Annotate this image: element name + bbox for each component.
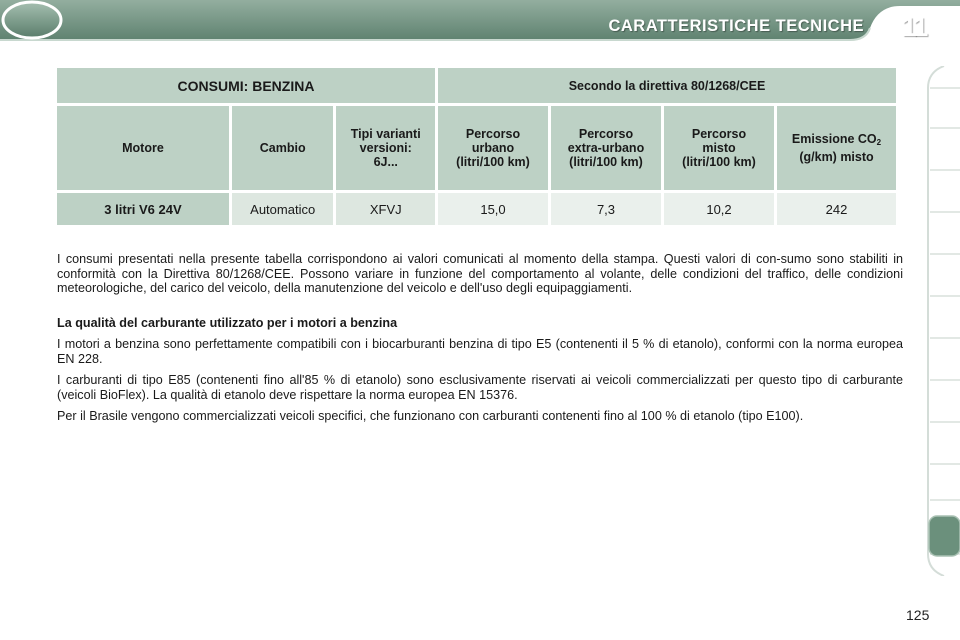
column-header-co2	[777, 106, 896, 190]
column-header-text: (litri/100 km)	[456, 155, 530, 169]
column-header-text: extra-urbano	[567, 141, 645, 155]
column-header-text: Percorso	[465, 127, 521, 141]
table-title-right: Secondo la direttiva 80/1268/CEE	[438, 68, 896, 103]
column-header-text: misto	[702, 141, 736, 155]
consumption-table	[54, 65, 899, 228]
column-header-text: Tipi varianti	[350, 127, 421, 141]
co2-subscript: 2	[876, 138, 882, 147]
column-header-text: 6J...	[373, 155, 398, 169]
column-header-extra-urbano	[551, 106, 661, 190]
cell-urbano: 15,0	[438, 193, 548, 225]
cell-cambio: Automatico	[232, 193, 334, 225]
column-header-misto	[664, 106, 774, 190]
cell-versione: XFVJ	[336, 193, 435, 225]
column-header-versioni	[336, 106, 435, 190]
chapter-badge-icon	[0, 0, 64, 40]
body-text	[57, 252, 903, 431]
column-header-motore	[57, 106, 229, 190]
paragraph: I motori a benzina sono perfettamente compatibili con i biocarburanti benzina di tipo E5 (contenenti il 5 % di etanolo), conformi con la norma europea EN 228.	[57, 337, 903, 366]
column-header-text: Percorso	[578, 127, 634, 141]
co2-header-unit: (g/km) misto	[799, 150, 874, 164]
active-tab[interactable]	[929, 516, 960, 556]
column-header-text: (litri/100 km)	[569, 155, 643, 169]
cell-motore: 3 litri V6 24V	[57, 193, 229, 225]
column-header-text: Percorso	[691, 127, 747, 141]
tab-strip-shape	[926, 66, 960, 576]
table-title-row	[57, 68, 896, 103]
column-header-text: (litri/100 km)	[682, 155, 756, 169]
chapter-tab-strip	[926, 66, 960, 576]
header-band	[0, 0, 960, 48]
column-header-urbano	[438, 106, 548, 190]
co2-header-text: Emissione CO	[791, 132, 877, 146]
section-heading: La qualità del carburante utilizzato per i motori a benzina	[57, 315, 398, 330]
paragraph: I carburanti di tipo E85 (contenenti fino all'85 % di etanolo) sono esclusivamente riservati ai veicoli commercializzati per questo tipo di carburante (veicoli BioFlex). La qualità di etanolo deve rispettare la norma europea EN 15376.	[57, 373, 903, 402]
table-row	[57, 193, 896, 225]
intro-paragraph: I consumi presentati nella presente tabella corrispondono ai valori comunicati al momento della stampa. Questi valori di con-sumo sono stabiliti in conformità con la Direttiva 80/1268/CEE. Possono variare in funzione del comportamento al volante, delle condizioni del traffico, delle condizioni meteorologiche, del carico del veicolo, della manutenzione del veicolo e dell'uso degli equipaggiamenti.	[57, 252, 903, 295]
chapter-number: 11	[901, 12, 927, 42]
cell-co2: 242	[777, 193, 896, 225]
column-header-text: Cambio	[259, 141, 306, 155]
cell-extra-urbano: 7,3	[551, 193, 661, 225]
column-header-cambio	[232, 106, 334, 190]
table-title-left: CONSUMI: BENZINA	[57, 68, 435, 103]
column-header-text: Motore	[122, 141, 164, 155]
column-header-text: urbano	[471, 141, 515, 155]
table-header-row	[57, 106, 896, 190]
column-header-text: versioni:	[359, 141, 412, 155]
page-number: 125	[906, 607, 930, 623]
cell-misto: 10,2	[664, 193, 774, 225]
chapter-title: CARATTERISTICHE TECNICHE	[608, 17, 864, 35]
paragraph: Per il Brasile vengono commercializzati veicoli specifici, che funzionano con carburanti contenenti fino al 100 % di etanolo (tipo E100).	[57, 409, 804, 423]
